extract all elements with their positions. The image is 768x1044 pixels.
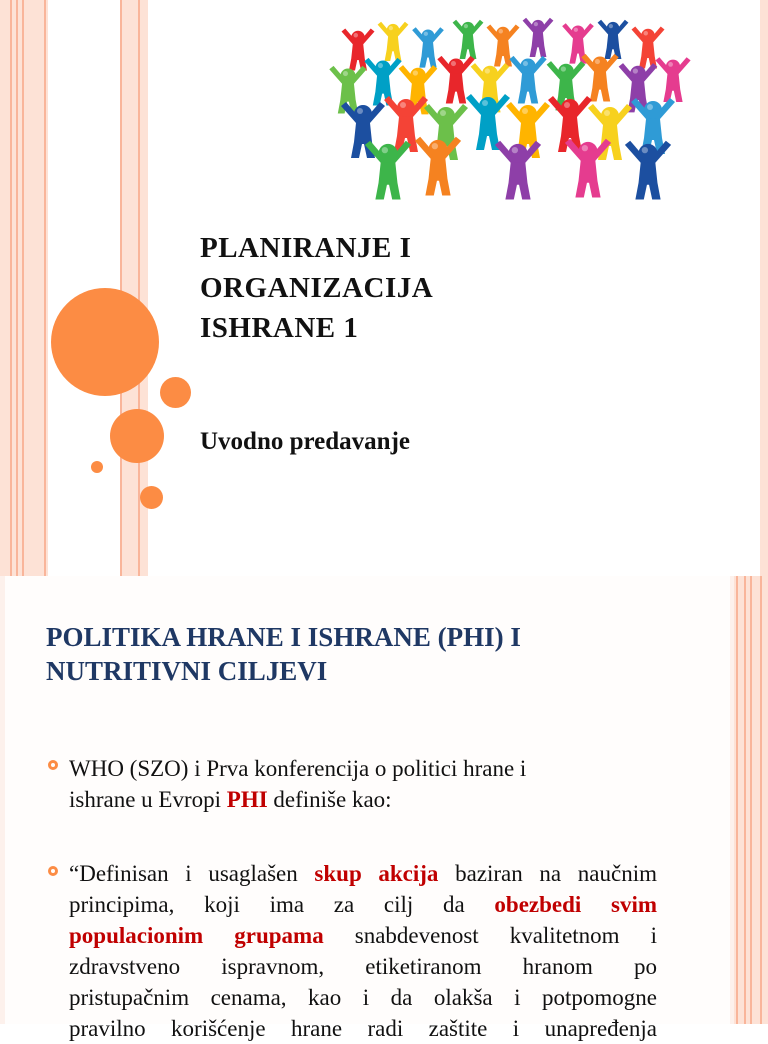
decor-line [120, 0, 122, 576]
bullet-icon [48, 760, 58, 770]
clay-figure [453, 20, 484, 59]
clay-figure [364, 58, 401, 106]
title-line-2: ORGANIZACIJA [200, 272, 434, 304]
text-run: principima, koji ima za cilj da [69, 892, 495, 917]
content-slide [0, 576, 768, 1041]
decor-line [10, 0, 12, 576]
bullet-text-1 [69, 753, 526, 815]
slide-title-line-1: POLITIKA HRANE I ISHRANE (PHI) I [46, 622, 521, 652]
clay-figure [581, 54, 618, 102]
decor-line [138, 0, 140, 576]
clay-figure [495, 141, 541, 200]
bullet2-line1 [69, 858, 657, 889]
highlight-skup-akcija: skup akcija [314, 861, 439, 886]
decor-line [760, 576, 762, 1024]
title-line-3: ISHRANE 1 [200, 312, 359, 344]
text-run: “Definisan i usaglašen [69, 861, 315, 886]
bullet2-line4: zdravstveno ispravnom, etiketiranom hranom po [69, 954, 657, 979]
clay-figure [378, 22, 409, 61]
decor-circle [110, 409, 164, 463]
decor-line [16, 0, 18, 576]
presentation-subtitle: Uvodno predavanje [200, 428, 410, 455]
bullet1-line2 [69, 784, 526, 815]
highlight-phi: PHI [226, 787, 268, 812]
clay-figure [523, 18, 554, 57]
bullet1-line1: WHO (SZO) i Prva konferencija o politici hrane i [69, 756, 527, 781]
bullet2-line2 [69, 889, 657, 920]
slide-title-line-2: NUTRITIVNI CILJEVI [46, 656, 328, 686]
decor-line [44, 0, 46, 576]
decor-circle [140, 486, 163, 509]
decor-line [22, 0, 24, 576]
bullet2-line6: pravilno korišćenje hrane radi zaštite i unapređenja [69, 1016, 657, 1041]
text-run: baziran na naučnim [438, 861, 657, 886]
highlight-populacionim: populacionim grupama [69, 923, 324, 948]
decor-line [750, 576, 752, 1024]
text-run: ishrane u Evropi [69, 787, 227, 812]
clay-figure [365, 141, 411, 200]
decor-line [736, 576, 738, 1024]
clay-figure [415, 137, 461, 196]
bullet-text-2 [69, 858, 657, 1044]
right-decor-band [760, 0, 768, 576]
clay-figure [625, 141, 671, 200]
clay-figure [412, 27, 444, 67]
bullet2-line3 [69, 920, 657, 951]
highlight-obezbedi: obezbedi svim [494, 892, 658, 917]
clay-figure [341, 102, 385, 158]
colorful-people-image [338, 18, 684, 212]
presentation-title [200, 228, 433, 348]
bullet-icon [48, 866, 58, 876]
left-decor-band [0, 0, 48, 576]
clay-figure [655, 57, 690, 102]
clay-figure [598, 20, 629, 59]
clay-figure [466, 94, 510, 150]
text-run: definiše kao: [267, 787, 392, 812]
slide-title [46, 620, 666, 688]
clay-figure [565, 139, 611, 198]
text-run: snabdevenost kvalitetnom i [323, 923, 657, 948]
decor-circle-large [51, 288, 159, 396]
decor-line [744, 576, 746, 1024]
title-line-1: PLANIRANJE I [200, 232, 412, 264]
decor-circle-small [91, 461, 103, 473]
bullet2-line5: pristupačnim cenama, kao i da olakša i potpomogne [69, 985, 657, 1010]
decor-circle [160, 377, 191, 408]
clay-figure [509, 56, 546, 104]
clay-figure [562, 23, 594, 63]
